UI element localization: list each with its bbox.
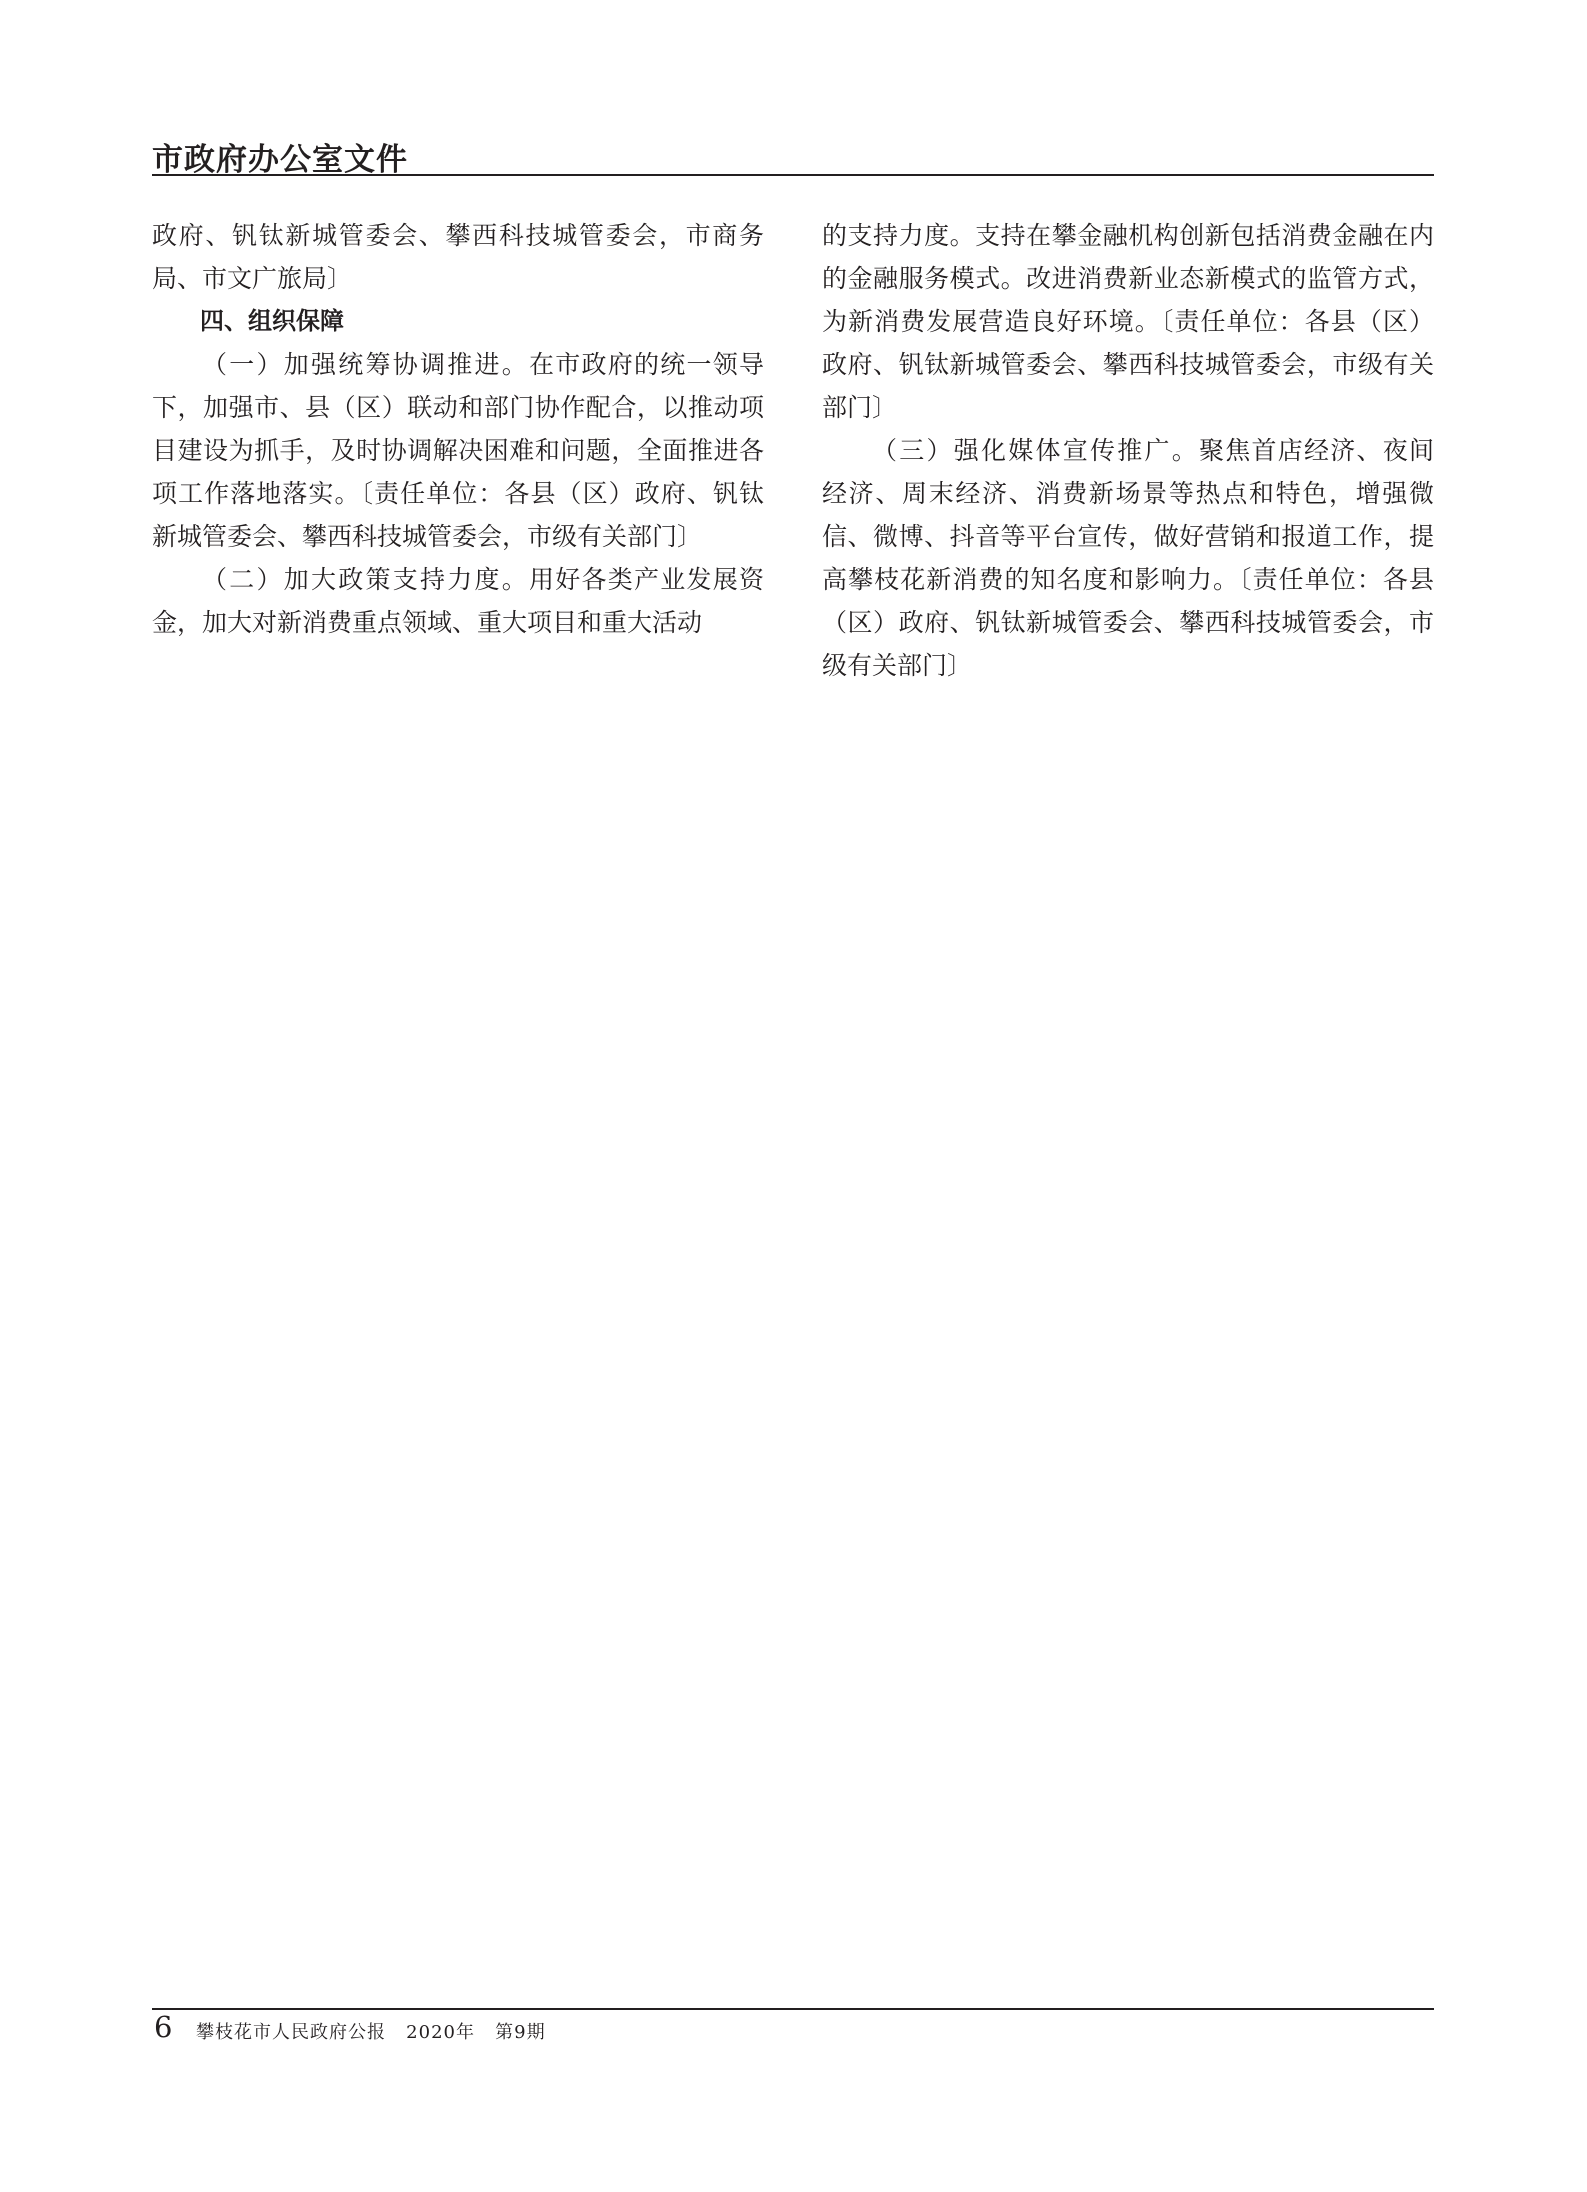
page-footer [152, 2008, 1434, 2048]
paragraph-continuation [822, 214, 1434, 429]
section-heading: 四、组织保障 [200, 307, 344, 335]
right-column [822, 214, 1434, 687]
header-divider [152, 174, 1434, 176]
paragraph-text: 的支持力度。支持在攀金融机构创新包括消费金融在内的金融服务模式。改进消费新业态新模式的监管方式，为新消费发展营造良好环境。〔责任单位：各县（区）政府、钒钛新城管委会、攀西科技城管委会，市级有关部门〕 [822, 221, 1434, 422]
paragraph-text: 政府、钒钛新城管委会、攀西科技城管委会，市商务局、市文广旅局〕 [152, 221, 764, 293]
item-body: 用好各类产业发展资金，加大对新消费重点领域、重大项目和重大活动 [152, 565, 764, 637]
item-body: 在市政府的统一领导下，加强市、县（区）联动和部门协作配合，以推动项目建设为抓手，及时协调解决困难和问题，全面推进各项工作落地落实。〔责任单位：各县（区）政府、钒钛新城管委会、攀西科技城管委会，市级有关部门〕 [152, 350, 764, 551]
item-lead: （一）加强统筹协调推进。 [202, 350, 529, 379]
publication-info: 攀枝花市人民政府公报 2020年 第9期 [196, 2022, 546, 2043]
item-body: 聚焦首店经济、夜间经济、周末经济、消费新场景等热点和特色，增强微信、微博、抖音等平台宣传，做好营销和报道工作，提高攀枝花新消费的知名度和影响力。〔责任单位：各县（区）政府、钒钛新城管委会、攀西科技城管委会，市级有关部门〕 [822, 436, 1434, 680]
left-column [152, 214, 764, 644]
item-lead: （三）强化媒体宣传推广。 [872, 436, 1199, 465]
page-number: 6 [154, 2010, 173, 2044]
footer-divider [152, 2008, 1434, 2010]
running-header [152, 124, 1434, 178]
item-lead: （二）加大政策支持力度。 [202, 565, 529, 594]
paragraph-item-2 [152, 558, 764, 644]
paragraph-item-1 [152, 343, 764, 558]
section-title: 市政府办公室文件 [152, 142, 408, 178]
paragraph-continuation [152, 214, 764, 300]
paragraph-item-3 [822, 429, 1434, 687]
